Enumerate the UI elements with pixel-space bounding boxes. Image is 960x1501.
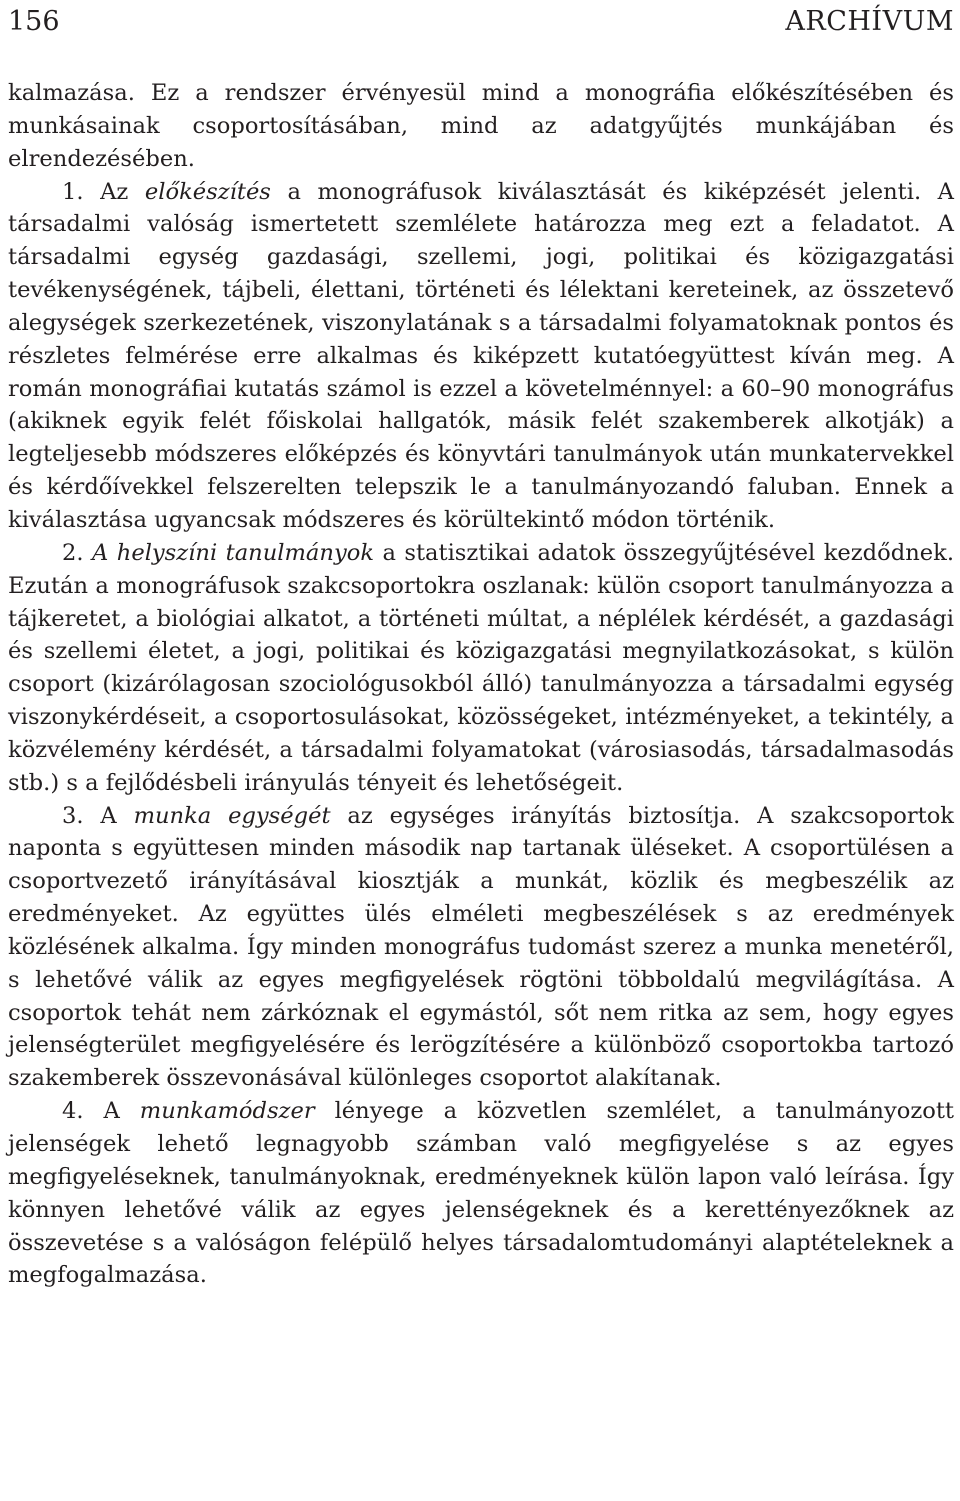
- item-italic-term: munkamódszer: [139, 1098, 315, 1125]
- paragraph-text: kalmazása. Ez a rendszer érvényesül mind a monográfia előkészítésében és munkásainak csoportosításában, mind az adatgyűjtés munkájában és elrendezésében.: [8, 80, 954, 172]
- item-number: 3.: [62, 802, 84, 829]
- paragraph-text: a monográfusok kiválasztását és kiképzését jelenti. A társadalmi valóság ismertetett szemlélete határozza meg ezt a feladatot. A társadalmi egység gazdasági, szellemi, jogi, politikai és közigazgatási tevékenységének, tájbeli, élettani, történeti és lélektani kereteinek, az összetevő alegységek szerkezetének, viszonylatának s a társadalmi folyamatoknak pontos és részletes felmérése erre alkalmas és kiképzett kutatóegyüttest kíván meg. A román monográfiai kutatás számol is ezzel a követelménnyel: a 60–90 monográfus (akiknek egyik felét főiskolai hallgatók, másik felét szakemberek alkotják) a legteljesebb módszeres előképzés és könyvtári tanulmányok után munkatervekkel és kérdőívekkel felszerelten telepszik le a tanulmányozandó faluban. Ennek a kiválasztása ugyancsak módszeres és körültekintő módon történik.: [8, 178, 954, 533]
- paragraph-item-2: [8, 537, 954, 800]
- item-number: 2.: [62, 539, 84, 566]
- paragraph-text: lényege a közvetlen szemlélet, a tanulmányozott jelenségek lehető legnagyobb számban való megfigyelése s az egyes megfigyeléseknek, tanulmányoknak, eredményeknek külön lapon való leírása. Így könnyen lehetővé válik az egyes jelenségeknek és a kerettényezőknek az összevetése s a valóságon felépülő helyes társadalomtudományi alaptételeknek a megfogalmazása.: [8, 1098, 955, 1289]
- item-lead: A: [103, 1098, 140, 1125]
- page-header: [8, 0, 954, 44]
- paragraph-text: az egységes irányítás biztosítja. A szakcsoportok naponta s együttesen minden második nap tartanak üléseket. A csoportülésen a csoportvezető irányításával kiosztják a munkát, közlik és megbeszélik az eredményeket. Az együttes ülés elméleti megbeszélések s az eredmények közlésének alkalma. Így minden monográfus tudomást szerez a munka menetéről, s lehetővé válik az egyes megfigyelések rögtöni többoldalú megvilágítása. A csoportok tehát nem zárkóznak el egymástól, sőt nem ritka az sem, hogy egyes jelenségterület megfigyelésére és lerögzítésére a különböző csoportokba tartozó szakemberek összevonásával különleges csoportot alakítanak.: [8, 802, 954, 1092]
- paragraph-item-3: [8, 800, 954, 1096]
- body-text: [8, 77, 954, 1292]
- page-number: 156: [8, 6, 60, 37]
- item-italic-term: A helyszíni tanulmányok: [92, 539, 375, 566]
- item-lead: Az: [100, 178, 145, 205]
- item-italic-term: munka egységét: [133, 802, 331, 829]
- running-head: ARCHÍVUM: [785, 6, 954, 37]
- item-italic-term: előkészítés: [144, 178, 271, 205]
- paragraph-item-1: [8, 176, 954, 537]
- item-number: 1.: [62, 178, 84, 205]
- document-page: [8, 0, 955, 1289]
- item-number: 4.: [62, 1098, 84, 1125]
- paragraph-continuation: [8, 77, 954, 176]
- paragraph-item-4: [8, 1095, 954, 1292]
- paragraph-text: a statisztikai adatok összegyűjtésével kezdődnek. Ezután a monográfusok szakcsoportokra oszlanak: külön csoport tanulmányozza a tájkeretet, a biológiai alkatot, a történeti múltat, a néplélek kérdését, a gazdasági és szellemi életet, a jogi, politikai és közigazgatási megnyilatkozásokat, s külön csoport (kizárólagosan szociológusokból álló) tanulmányozza a társadalmi egység viszonykérdéseit, a csoportosulásokat, közösségeket, intézményeket, a tekintély, a közvélemény kérdését, a társadalmi folyamatokat (városiasodás, társadalmasodás stb.) s a fejlődésbeli irányulás tényeit és lehetőségeit.: [8, 539, 955, 796]
- item-lead: A: [100, 802, 134, 829]
